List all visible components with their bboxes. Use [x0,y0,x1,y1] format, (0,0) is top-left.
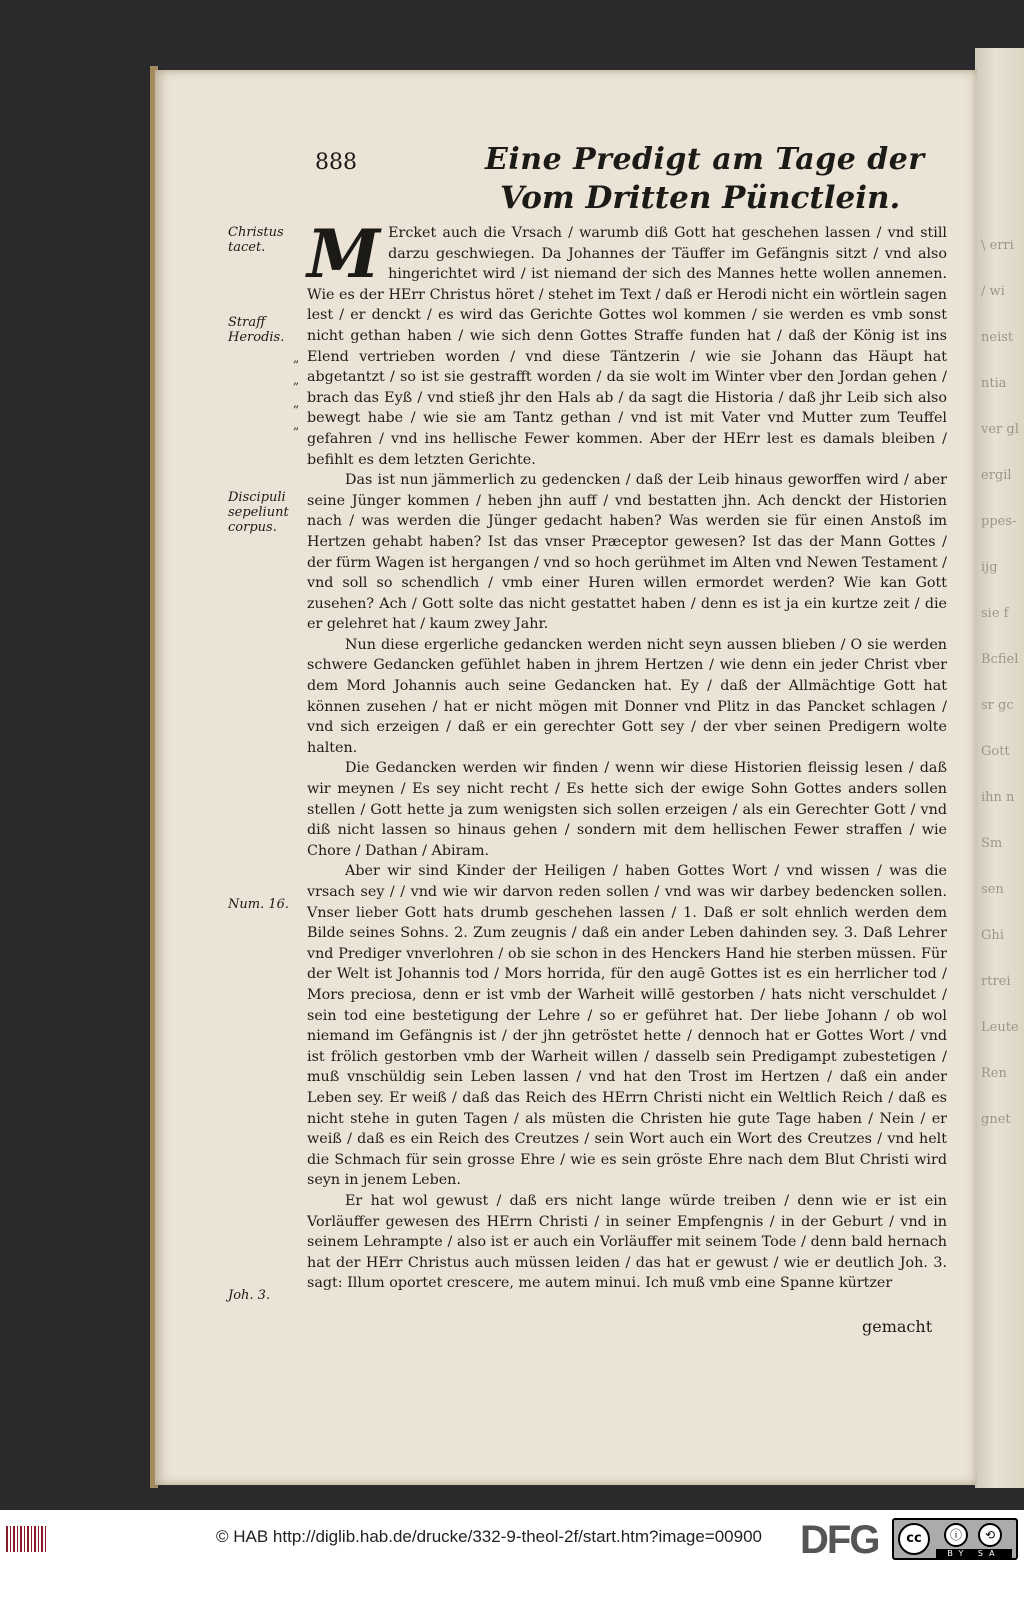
page-number: 888 [315,150,357,175]
license-badge[interactable] [892,1518,1018,1560]
adjacent-page-fragment: gnet [981,1112,1011,1127]
margin-note: Christus tacet. [228,225,284,255]
quote-mark: „ [293,351,300,365]
adjacent-page-fragment: rtrei [981,974,1011,989]
running-title: Eine Predigt am Tage der [485,142,925,177]
footer-bar [0,1510,1024,1601]
adjacent-page-edge [975,48,1024,1488]
adjacent-page-fragment: / wi [981,284,1005,299]
adjacent-page-fragment: sen [981,882,1004,897]
adjacent-page-fragment: Sm [981,836,1003,851]
section-title: Vom Dritten Pünctlein. [500,180,901,216]
paragraph [307,215,947,470]
paragraph: Das ist nun jämmerlich zu gedencken / daß der Leib hinaus geworffen wird / aber seine Jünger kommen / heben jhn auff / vnd bestatten jhn. Ach denckt der Historien nach / was werden die Jünger gedacht haben? Was werden sie für einen Anstoß im Hertzen gehabt haben? Ist das vnser Præceptor gewesen? Ist das der Mann Gottes / der fürm Wagen ist hergangen / vnd so hoch gerühmet im Alten vnd Newen Testament / vnd soll so schendlich / vmb einer Huren willen ermordet werden? Wie kan Gott zusehen? Ach / Gott solte das nicht gestattet haben / denn es ist ja ein kurtze zeit / die er gelehret hat / kaum zwey Jahr. [307,472,947,633]
by-attribution-icon: ⓘ [944,1523,968,1547]
adjacent-page-fragment: Leute [981,1020,1019,1035]
margin-note: Straff Herodis. [228,315,285,345]
quote-mark: „ [293,396,300,410]
adjacent-page-fragment: sr gc [981,698,1014,713]
adjacent-page-fragment: ntia [981,376,1007,391]
adjacent-page-fragment: Ren [981,1066,1007,1081]
adjacent-page-fragment: ppes- [981,514,1017,529]
adjacent-page-fragment: Bcfiel [981,652,1019,667]
document-page [155,70,977,1485]
catchword: gemacht [862,1317,933,1336]
adjacent-page-fragment: sie f [981,606,1009,621]
body-text [307,215,947,1294]
adjacent-page-fragment: ver gl [981,422,1019,437]
quote-mark: „ [293,418,300,432]
credit-link[interactable]: © HAB http://diglib.hab.de/drucke/332-9-theol-2f/start.htm?image=00900 [216,1527,762,1546]
cc-icon: cc [898,1523,930,1555]
quote-mark: „ [293,373,300,387]
drop-cap: M [307,215,381,293]
adjacent-page-fragment: Ghi [981,928,1004,943]
margin-note: Joh. 3. [228,1288,271,1303]
share-alike-icon: ⟲ [978,1523,1002,1547]
adjacent-page-fragment: ihn n [981,790,1015,805]
adjacent-page-fragment: ijg [981,560,998,575]
adjacent-page-fragment: Gott [981,744,1010,759]
dfg-logo: DFG [800,1518,879,1562]
barcode-icon [6,1526,48,1552]
license-label: BY SA [936,1549,1012,1559]
paragraph: Er hat wol gewust / daß ers nicht lange würde treiben / denn wie er ist ein Vorläuffer gewesen des HErrn Christi / in seiner Empfengnis / in der Geburt / vnd in seinem Lehrampte / also ist er auch ein Vorläuffer mit seinem Tode / denn bald hernach hat der HErr Christus auch müssen leiden / das hat er gewust / wie er deutlich Joh. 3. sagt: Illum oportet crescere, me autem minui. Ich muß vmb eine Spanne kürtzer [307,1192,947,1292]
paragraph: Aber wir sind Kinder der Heiligen / haben Gottes Wort / vnd wissen / was die vrsach sey / / vnd wie wir darvon reden sollen / vnd was wir darbey bedencken sollen. Vnser lieber Gott hats drumb geschehen lassen / 1. Daß er solt ehnlich werden dem Bilde seines Sohns. 2. Zum zeugnis / daß ein ander Leben dahinden sey. 3. Daß Lehrer vnd Prediger vnverlohren / ob sie schon in des Henckers Hand hie sterben müssen. Für der Welt ist Johannis tod / Mors horrida, für den augē Gottes ist es ein herrlicher tod / Mors preciosa, denn er ist vmb der Warheit willē gestorben / hats nicht verschuldet / sein tod eine bestetigung der Lehre / so er geführet hat. Der liebe Johann / ob wol niemand im Gefängnis ist / der jhn getröstet hette / dennoch hat er Gottes Wort / vnd ist frölich gestorben vmb der Warheit willen / dasselb sein Predigampt zubestetigen / muß vnschüldig sein Leben lassen / vnd hat den Trost im Hertzen / daß ein ander Leben sey. Er weiß / daß das Reich des HErrn Christi nicht ein Weltlich Reich / daß es nicht stehe in guten Tagen / als müsten die Christen hie gute Tage haben / Nein / er weiß / daß es ein Reich des Creutzes / sein Wort auch ein Wort des Creutzes / vnd helt die Schmach für sein grosse Ehre / wie es sein gröste Ehre nach dem Blut Christi wird seyn in jenem Leben. [307,863,947,1189]
adjacent-page-fragment: neist [981,330,1014,345]
margin-note: Num. 16. [228,897,290,912]
paragraph: Nun diese ergerliche gedancken werden nicht seyn aussen blieben / O sie werden schwere Gedancken gefühlet haben in jhrem Hertzen / wie denn ein jeder Christ vber dem Mord Johannis auch seine Gedancken hat. Ey / daß der Allmächtige Gott hat können zusehen / hat er nicht mögen mit Donner vnd Plitz in das Pancket schlagen / vnd sich erzeigen / daß er ein gerechter Gott sey / der vber seinen Predigern wolte halten. [307,636,947,756]
adjacent-page-fragment: ergil [981,468,1012,483]
paragraph-text: Ercket auch die Vrsach / warumb diß Gott hat geschehen lassen / vnd still darzu geschwiegen. Da Johannes der Täuffer im Gefängnis sitzt / vnd also hingerichtet wird / ist niemand der sich des Mannes hette wollen annemen. Wie es der HErr Christus höret / stehet im Text / daß er Herodi nicht ein wörtlein sagen lest / er denckt / es wird das Gerichte Gottes wol kommen / sie werden es vmb sonst nicht gethan haben / wie sich denn Gottes Straffe funden hat / daß der König ist ins Elend vertrieben worden / vnd diese Täntzerin / wie sie Johann das Häupt hat abgetantzt / so ist sie gestrafft worden / da sie wolt im Winter vber den Jordan gehen / brach das Eyß / vnd stieß jhr den Hals ab / da sagt die Historia / daß jhr Leib sich also bewegt habe / wie sie am Tantz gethan / vnd ist mit Vater vnd Mutter zum Teuffel gefahren / vnd ins hellische Fewer kommen. Aber der HErr lest es damals bleiben / befihlt es dem letzten Gerichte. [307,225,947,468]
paragraph: Die Gedancken werden wir finden / wenn wir diese Historien fleissig lesen / daß wir meynen / Es sey nicht recht / Es hette sich der ewige Sohn Gottes anders sollen stellen / Gott hette ja zum wenigsten sich sollen erzeigen / als ein Gerechter Gott / vnd diß nicht lassen so hinaus gehen / sondern mit dem hellischen Fewer straffen / wie Chore / Dathan / Abiram. [307,760,947,859]
margin-note: Discipuli sepeliunt corpus. [228,490,289,535]
adjacent-page-fragment: \ erri [981,238,1014,253]
